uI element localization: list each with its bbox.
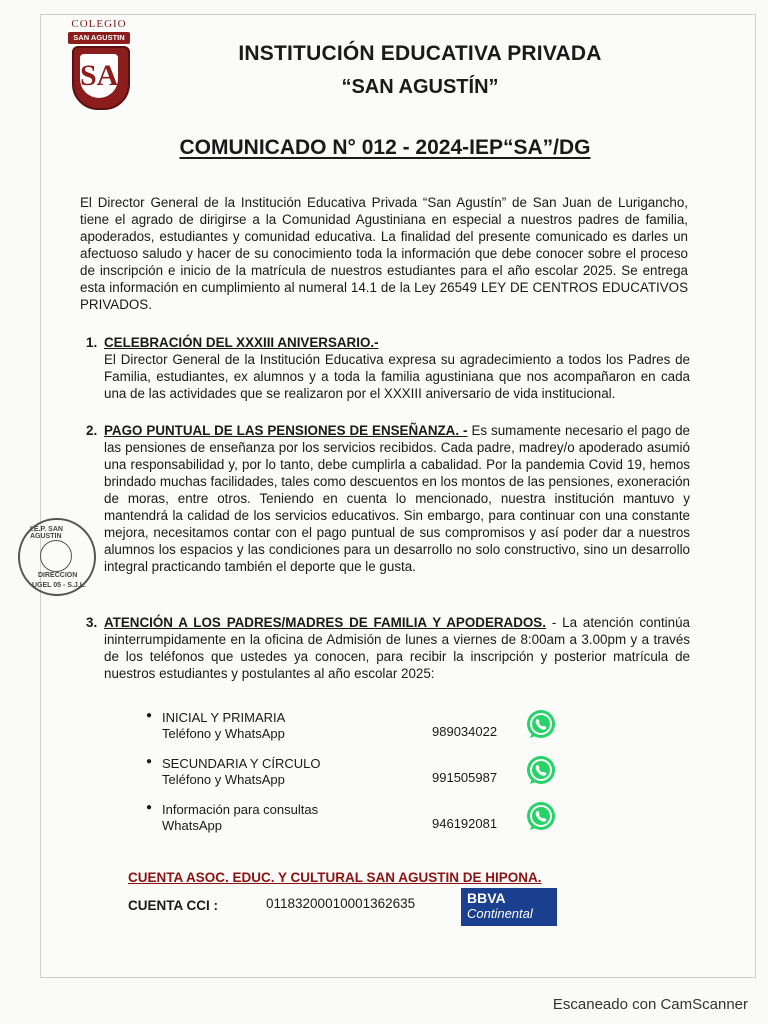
bullet-icon: ●: [146, 756, 153, 767]
section-text: El Director General de la Institución Educativa expresa su agradecimiento a todos los Padres de Familia, estudiantes, ex alumnos y a toda la familia agustiniana que nos acompañaron en cada una de las actividades que se realizaron por el XXXIII aniversario de vida institucional.: [104, 352, 690, 401]
logo-letters: SA: [80, 54, 118, 98]
contact-item: [146, 754, 576, 800]
section-attention: [86, 614, 690, 682]
logo-shield: [72, 46, 130, 110]
stamp-top-text: I.E.P. SAN AGUSTIN: [30, 526, 63, 540]
contact-label: INICIAL Y PRIMARIA: [162, 710, 286, 725]
section-number: 2.: [86, 423, 98, 438]
contact-item: [146, 800, 576, 846]
section-payments: [86, 422, 690, 575]
bullet-icon: ●: [146, 802, 153, 813]
contact-label: Información para consultas: [162, 802, 319, 817]
section-anniversary: [86, 334, 690, 402]
logo-band: SAN AGUSTIN: [68, 32, 130, 44]
section-heading: CELEBRACIÓN DEL XXXIII ANIVERSARIO.-: [104, 335, 379, 350]
bbva-logo-line2: Continental: [467, 906, 533, 921]
whatsapp-icon[interactable]: [524, 754, 558, 788]
bullet-icon: ●: [146, 710, 153, 721]
section-heading: ATENCIÓN A LOS PADRES/MADRES DE FAMILIA Y APODERADOS.: [104, 615, 546, 630]
stamp-mid-text: DIRECCION: [38, 572, 78, 579]
intro-paragraph: El Director General de la Institución Educativa Privada “San Agustín” de San Juan de Lurigancho, tiene el agrado de dirigirse a la Comunidad Agustiniana en especial a nuestros padres de familia, apoderados, estudiantes y comunidad educativa. La finalidad del presente comunicado es darles un afectuoso saludo y hacer de su conocimiento toda la información que debe conocer sobre el proceso de inscripción e inicio de la matrícula de nuestros estudiantes para el año escolar 2025. Se entrega esta información en cumplimiento al numeral 14.1 de la Ley 26549 LEY DE CENTROS EDUCATIVOS PRIVADOS.: [80, 195, 688, 312]
stamp-bottom-text: UGEL 05 - S.J.L.: [32, 582, 86, 589]
logo-arc-text: COLEGIO: [71, 18, 127, 30]
scanner-watermark: Escaneado con CamScanner: [552, 996, 748, 1013]
section-text: - La atención continúa ininterrumpidamente en la oficina de Admisión de lunes a viernes de 8:00am a 3.00pm y a través de los teléfonos que ustedes ya conocen, para recibir la inscripción y posterior matrícula de nuestros estudiantes y postulantes al año escolar 2025:: [104, 615, 690, 681]
header-school-name: “SAN AGUSTÍN”: [341, 76, 499, 98]
bbva-logo: [461, 888, 557, 926]
stamp-seal-icon: [40, 540, 72, 572]
bbva-logo-line1: BBVA: [467, 890, 506, 906]
section-text: Es sumamente necesario el pago de las pensiones de enseñanza por los servicios recibidos. Cada padre, madrey/o apoderado asumió una responsabilidad y, por lo tanto, debe cumplirla a cabalidad. Por la pandemia Covid 19, hemos brindado muchas facilidades, tales como descuentos en los montos de las pensiones, exoneración de moras, entre otros. Teniendo en cuenta lo mencionado, nuestra institución mantuvo y mantendrá la calidad de los servicios educativos. Sin embargo, para continuar con una constante mejora, necesitamos contar con el pago puntual de sus compromisos y así poder dar a nuestros alumnos los espacios y las condiciones para un desarrollo no solo constructivo, sino un desarrollo integral practicando también el deporte que le gusta.: [104, 423, 690, 574]
document-title: COMUNICADO N° 012 - 2024-IEP“SA”/DG: [179, 136, 591, 159]
contact-sub: WhatsApp: [162, 818, 222, 833]
contact-list: [146, 708, 576, 846]
direction-stamp: [18, 518, 96, 596]
bank-account-name: CUENTA ASOC. EDUC. Y CULTURAL SAN AGUSTIN DE HIPONA.: [128, 870, 542, 885]
contact-phone[interactable]: 991505987: [432, 770, 498, 785]
cci-number: 01183200010001362635: [266, 896, 416, 911]
whatsapp-icon[interactable]: [524, 800, 558, 834]
whatsapp-icon[interactable]: [524, 708, 558, 742]
contact-phone[interactable]: 946192081: [432, 816, 498, 831]
contact-phone[interactable]: 989034022: [432, 724, 498, 739]
section-heading: PAGO PUNTUAL DE LAS PENSIONES DE ENSEÑANZA. -: [104, 423, 468, 438]
contact-sub: Teléfono y WhatsApp: [162, 726, 285, 741]
header-institution: INSTITUCIÓN EDUCATIVA PRIVADA: [238, 42, 602, 65]
contact-label: SECUNDARIA Y CÍRCULO: [162, 756, 321, 771]
contact-sub: Teléfono y WhatsApp: [162, 772, 285, 787]
section-number: 3.: [86, 615, 98, 630]
contact-item: [146, 708, 576, 754]
cci-label: CUENTA CCI :: [128, 898, 218, 913]
school-logo: [66, 18, 132, 110]
section-number: 1.: [86, 335, 98, 350]
